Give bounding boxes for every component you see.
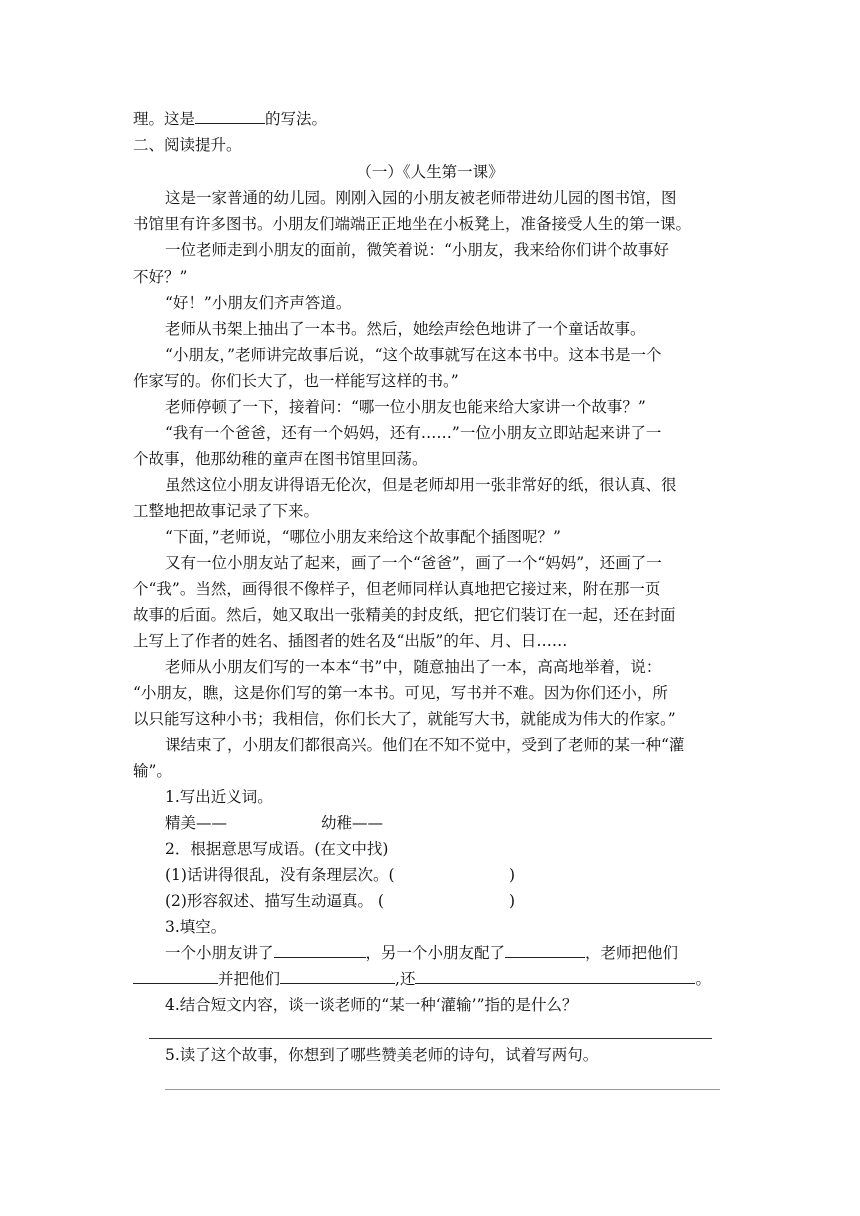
question-1: 1.写出近义词。 [165, 788, 273, 806]
passage-line: 老师从书架上抽出了一本书。然后，她绘声绘色地讲了一个童话故事。 [165, 320, 646, 338]
text: 理。这是 [133, 110, 196, 128]
question-4: 4.结合短文内容，谈一谈老师的“某一种‘灌输’”指的是什么？ [165, 996, 578, 1014]
blank[interactable] [195, 109, 265, 124]
passage-line: 老师停顿了一下，接着问：“哪一位小朋友也能来给大家讲一个故事？” [165, 398, 646, 416]
passage-line: 虽然这位小朋友讲得语无伦次，但是老师却用一张非常好的纸，很认真、很 [165, 476, 677, 494]
passage-line: 个故事，他那幼稚的童声在图书馆里回荡。 [133, 450, 428, 468]
passage-line: 一位老师走到小朋友的面前，微笑着说：“小朋友，我来给你们讲个故事好 [165, 241, 669, 259]
passage-line: 作家写的。你们长大了，也一样能写这样的书。” [133, 372, 459, 390]
synonym-b: 幼稚—— [321, 814, 384, 832]
answer-line-q5[interactable] [165, 1089, 720, 1090]
question-2-1: (1)话讲得很乱，没有条理层次。( [165, 866, 395, 884]
fill-line-1 [165, 943, 678, 963]
question-2: 2．根据意思写成语。(在文中找) [165, 840, 389, 858]
passage-line: 课结束了，小朋友们都很高兴。他们在不知不觉中，受到了老师的某一种“灌 [165, 736, 685, 754]
text: ，老师把他们 [585, 944, 679, 962]
blank[interactable] [415, 969, 695, 984]
section-heading: 二、阅读提升。 [133, 136, 242, 154]
text: 并把他们 [218, 970, 281, 988]
blank[interactable] [280, 969, 395, 984]
answer-line-1 [133, 109, 327, 129]
question-5: 5.读了这个故事，你想到了哪些赞美老师的诗句，试着写两句。 [165, 1046, 599, 1064]
passage-line: 又有一位小朋友站了起来，画了一个“爸爸”，画了一个“妈妈”，还画了一 [165, 554, 662, 572]
bracket-close: ) [509, 866, 516, 884]
passage-line: 输”。 [133, 762, 172, 780]
question-2-2: (2)形容叙述、描写生动逼真。 ( [165, 892, 384, 910]
passage-line: 故事的后面。然后，她又取出一张精美的封皮纸，把它们装订在一起，还在封面 [133, 606, 676, 624]
passage-line: 老师从小朋友们写的一本本“书”中，随意抽出了一本，高高地举着，说： [165, 658, 662, 676]
text: ，另一个小朋友配了 [365, 944, 506, 962]
passage-line: “下面，”老师说，“哪位小朋友来给这个故事配个插图呢？” [165, 528, 561, 546]
text: 一个小朋友讲了 [165, 944, 274, 962]
blank[interactable] [274, 943, 366, 958]
passage-line: “小朋友，”老师讲完故事后说，“这个故事就写在这本书中。这本书是一个 [165, 346, 662, 364]
passage-line: 以只能写这种小书；我相信，你们长大了，就能写大书，就能成为伟大的作家。” [133, 710, 676, 728]
answer-line-q4[interactable] [149, 1038, 712, 1039]
blank[interactable] [133, 969, 218, 984]
synonym-a: 精美—— [165, 814, 228, 832]
passage-line: “我有一个爸爸，还有一个妈妈，还有……”一位小朋友立即站起来讲了一 [165, 424, 662, 442]
passage-line: 不好？” [133, 268, 188, 286]
bracket-close: ) [509, 892, 516, 910]
text: ,还 [395, 970, 416, 988]
passage-line: “好！”小朋友们齐声答道。 [165, 294, 352, 312]
fill-line-2 [133, 969, 711, 989]
passage-line: 工整地把故事记录了下来。 [133, 502, 320, 520]
question-3: 3.填空。 [165, 918, 227, 936]
passage-line: 书馆里有许多图书。小朋友们端端正正地坐在小板凳上，准备接受人生的第一课。 [133, 215, 692, 233]
passage-line: “小朋友，瞧，这是你们写的第一本书。可见，写书并不难。因为你们还小，所 [133, 684, 668, 702]
passage-line: 个“我”。当然，画得很不像样子，但老师同样认真地把它接过来，附在那一页 [133, 580, 661, 598]
passage-title: （一）《人生第一课》 [356, 163, 504, 181]
passage-line: 这是一家普通的幼儿园。刚刚入园的小朋友被老师带进幼儿园的图书馆，图 [165, 189, 677, 207]
text: 的写法。 [265, 110, 328, 128]
text: 。 [695, 970, 711, 988]
passage-line: 上写上了作者的姓名、插图者的姓名及“出版”的年、月、日…… [133, 632, 568, 650]
blank[interactable] [505, 943, 585, 958]
